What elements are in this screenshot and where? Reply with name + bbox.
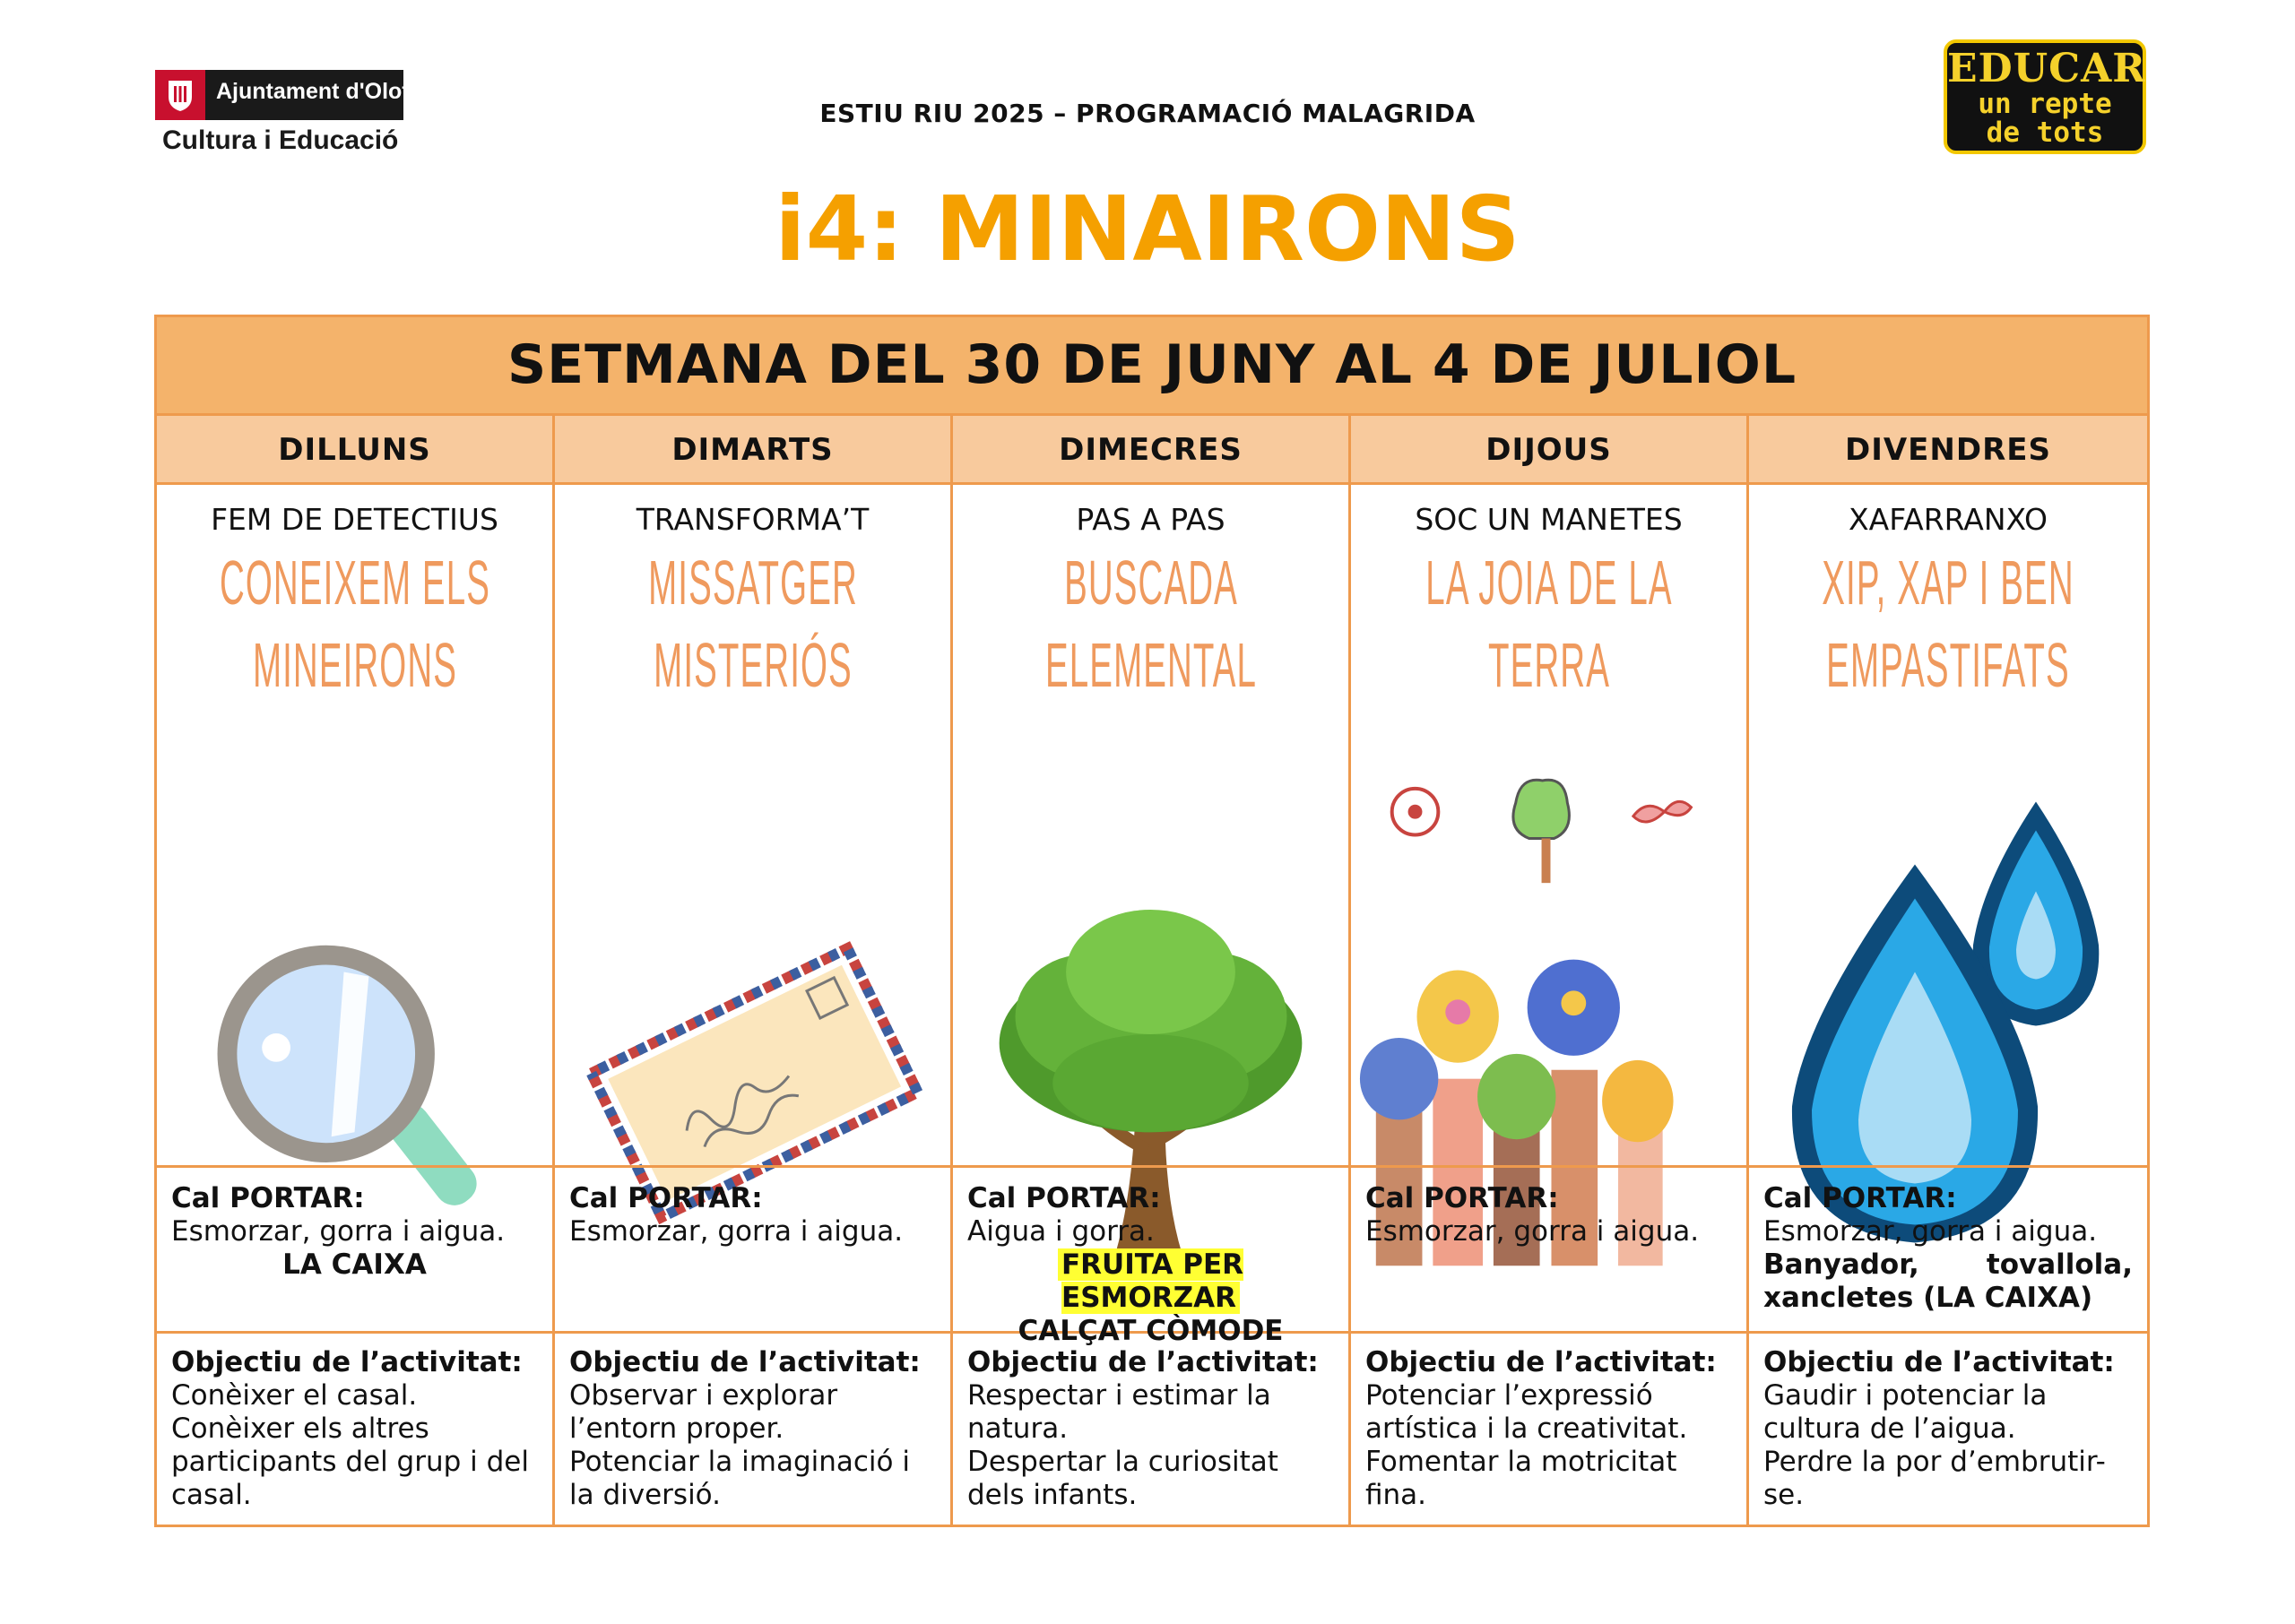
- goal-text: Respectar i estimar la natura. Despertar la curiositat dels infants.: [967, 1379, 1278, 1511]
- goal-title: Objectiu de l’activitat:: [1763, 1346, 2115, 1378]
- bring-items: Aigua i gorra.: [967, 1215, 1155, 1248]
- bring-items-cell: [953, 1165, 1348, 1347]
- bring-items-cell: [1749, 1165, 2147, 1334]
- bring-title: Cal PORTAR:: [967, 1182, 1161, 1214]
- goal-cell: [157, 1332, 552, 1512]
- bring-items-cell: [1351, 1165, 1746, 1334]
- bring-highlight-wrap: [967, 1248, 1334, 1315]
- goal-title: Objectiu de l’activitat:: [171, 1346, 523, 1378]
- day-name: DIMECRES: [953, 416, 1348, 485]
- educar-logo-line2: un repte: [1978, 88, 2112, 120]
- day-theme: TRANSFORMA’T: [636, 502, 870, 537]
- goal-text: Observar i explorar l’entorn proper. Potenciar la imaginació i la diversió.: [569, 1379, 910, 1511]
- bring-title: Cal PORTAR:: [171, 1182, 365, 1214]
- activity-title: LA JOIA DE LA TERRA: [1425, 548, 1673, 700]
- bring-items: Esmorzar, gorra i aigua.: [1763, 1215, 2098, 1248]
- bring-items-cell: [157, 1165, 552, 1334]
- activity-title: CONEIXEM ELS MINEIRONS: [219, 548, 490, 700]
- week-title: SETMANA DEL 30 DE JUNY AL 4 DE JULIOL: [157, 317, 2147, 416]
- bring-extra: LA CAIXA: [282, 1248, 427, 1281]
- goal-text: Potenciar l’expressió artística i la creativitat. Fomentar la motricitat fina.: [1365, 1379, 1688, 1511]
- bring-highlight: FRUITA PER ESMORZAR: [1058, 1248, 1243, 1314]
- goal-text: Conèixer el casal. Conèixer els altres participants del grup i del casal.: [171, 1379, 529, 1511]
- educar-logo: [1944, 39, 2146, 154]
- bring-items-cell: [555, 1165, 950, 1334]
- goal-text: Gaudir i potenciar la cultura de l’aigua. Perdre la por d’embrutir-se.: [1763, 1379, 2106, 1511]
- goal-title: Objectiu de l’activitat:: [569, 1346, 921, 1378]
- goal-cell: [1351, 1332, 1746, 1512]
- goal-cell: [555, 1332, 950, 1512]
- goal-title: Objectiu de l’activitat:: [967, 1346, 1319, 1378]
- educar-logo-line3: de tots: [1986, 117, 2104, 149]
- day-name: DIMARTS: [555, 416, 950, 485]
- bring-items: Esmorzar, gorra i aigua.: [569, 1215, 904, 1248]
- day-theme: SOC UN MANETES: [1415, 502, 1683, 537]
- weekly-schedule: [154, 315, 2150, 1527]
- day-theme: XAFARRANXO: [1849, 502, 2048, 537]
- educar-logo-line1: EDUCAR: [1947, 46, 2146, 91]
- day-column-friday: [1749, 416, 2147, 1525]
- bring-extra: CALÇAT CÒMODE: [1018, 1315, 1284, 1347]
- bring-extra: Banyador, tovallola, xancletes (LA CAIXA): [1763, 1248, 2133, 1314]
- activity-title: MISSATGER MISTERIÓS: [647, 548, 858, 700]
- goal-cell: [1749, 1332, 2147, 1512]
- day-name: DIVENDRES: [1749, 416, 2147, 485]
- day-theme: PAS A PAS: [1076, 502, 1225, 537]
- goal-title: Objectiu de l’activitat:: [1365, 1346, 1717, 1378]
- goal-cell: [953, 1332, 1348, 1512]
- org-department: Cultura i Educació: [162, 125, 399, 155]
- activity-title: BUSCADA ELEMENTAL: [1044, 548, 1257, 700]
- activity-title: XIP, XAP I BEN EMPASTIFATS: [1822, 548, 2074, 700]
- bring-title: Cal PORTAR:: [1763, 1182, 1957, 1214]
- day-name: DILLUNS: [157, 416, 552, 485]
- bring-items: Esmorzar, gorra i aigua.: [1365, 1215, 1700, 1248]
- program-title-text: ESTIU RIU 2025 – PROGRAMACIÓ MALAGRIDA: [819, 99, 1476, 128]
- day-theme: FEM DE DETECTIUS: [211, 502, 498, 537]
- bring-title: Cal PORTAR:: [1365, 1182, 1559, 1214]
- group-title: i4: MINAIRONS: [775, 177, 1520, 281]
- org-name: Ajuntament d'Olot: [216, 79, 410, 104]
- day-name: DIJOUS: [1351, 416, 1746, 485]
- bring-title: Cal PORTAR:: [569, 1182, 763, 1214]
- bring-items: Esmorzar, gorra i aigua.: [171, 1215, 506, 1248]
